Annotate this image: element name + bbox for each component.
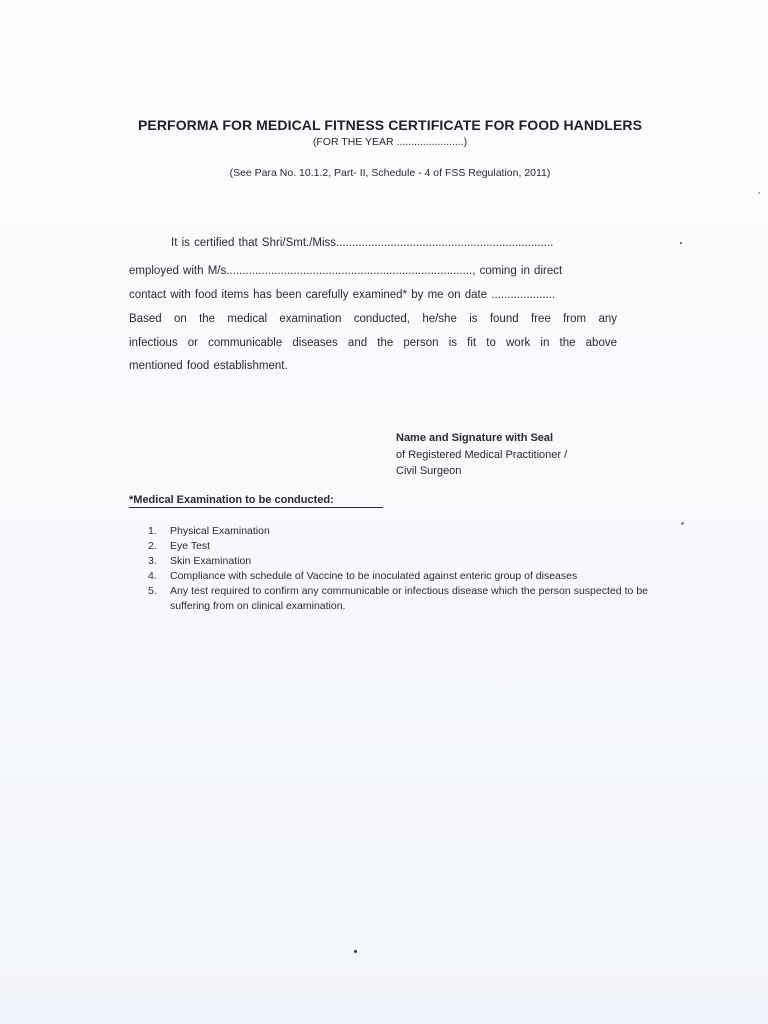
certificate-text-line-4: Based on the medical examination conducted, he/she is found free from any xyxy=(129,313,617,325)
list-item-number: 4. xyxy=(148,570,157,582)
certificate-text-line-2: employed with M/s............................................................................., coming in direct xyxy=(129,265,563,277)
list-item-number: 2. xyxy=(148,540,157,552)
scan-speck xyxy=(681,522,684,525)
list-item-number: 1. xyxy=(148,525,157,537)
list-item-number: 5. xyxy=(148,585,157,597)
exam-list xyxy=(148,524,648,614)
list-item-number: 3. xyxy=(148,555,157,567)
document-year-line: (FOR THE YEAR .......................) xyxy=(312,136,468,148)
list-item-text: Physical Examination xyxy=(170,525,270,537)
list-item-text: Compliance with schedule of Vaccine to be inoculated against enteric group of diseases xyxy=(170,570,578,582)
certificate-text-line-3: contact with food items has been carefully examined* by me on date .................... xyxy=(129,289,556,301)
scan-speck xyxy=(758,192,760,194)
regulation-reference: (See Para No. 10.1.2, Part- II, Schedule - 4 of FSS Regulation, 2011) xyxy=(229,167,551,179)
scan-speck xyxy=(354,950,357,953)
list-item xyxy=(148,584,648,614)
signature-alt-designation: Civil Surgeon xyxy=(396,465,462,477)
certificate-text-line-1: It is certified that Shri/Smt./Miss.................................................................... xyxy=(171,237,554,249)
scan-speck xyxy=(680,242,682,244)
list-item-text: Any test required to confirm any communicable or infectious disease which the person suspected to be suffering from on clinical examination. xyxy=(170,585,648,612)
exam-heading: *Medical Examination to be conducted: xyxy=(129,494,383,508)
signature-designation: of Registered Medical Practitioner / xyxy=(396,449,568,461)
certificate-text-line-5: infectious or communicable diseases and the person is fit to work in the above xyxy=(129,337,617,349)
list-item xyxy=(148,554,648,569)
list-item xyxy=(148,539,648,554)
list-item-text: Skin Examination xyxy=(170,555,252,567)
list-item-text: Eye Test xyxy=(170,540,211,552)
document-title: PERFORMA FOR MEDICAL FITNESS CERTIFICATE FOR FOOD HANDLERS xyxy=(137,117,643,133)
signature-title: Name and Signature with Seal xyxy=(396,432,554,444)
list-item xyxy=(148,569,648,584)
certificate-text-line-6: mentioned food establishment. xyxy=(129,360,288,372)
list-item xyxy=(148,524,648,539)
